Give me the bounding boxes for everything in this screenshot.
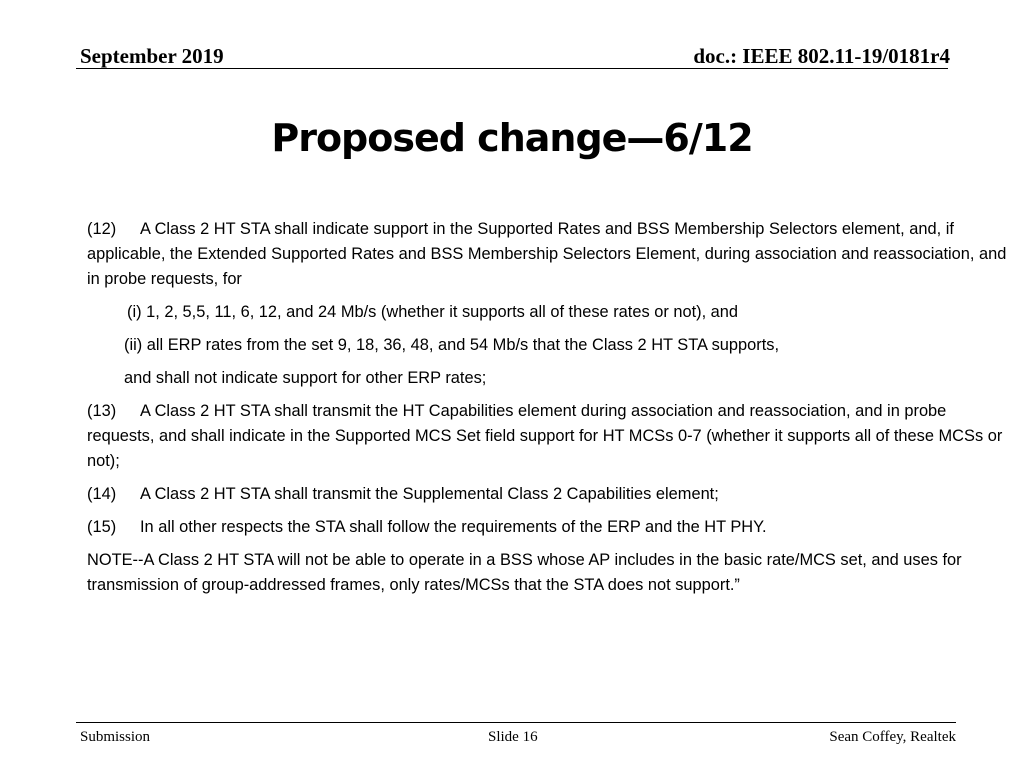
header-doc-id: doc.: IEEE 802.11-19/0181r4 [693, 44, 950, 68]
item-12-sub-tail [87, 366, 1007, 391]
note [87, 548, 1007, 598]
item-12-sub-i [87, 300, 1007, 325]
item-13 [87, 399, 1007, 474]
slide-title: Proposed change—6/12 [271, 116, 753, 160]
item-text: A Class 2 HT STA shall transmit the HT Capabilities element during association and reassociation, and in probe requests, and shall indicate in the Supported MCS Set field support for HT MCSs 0-7 (whether it supports all of these MCSs or not); [87, 402, 1003, 470]
item-12-sub-ii [87, 333, 1007, 358]
item-15 [87, 515, 1007, 540]
item-text: (i) 1, 2, 5,5, 11, 6, 12, and 24 Mb/s (whether it supports all of these rates or not), and [127, 303, 739, 321]
slide-body [87, 217, 1007, 606]
item-number: (15) [87, 518, 117, 536]
item-text: A Class 2 HT STA shall transmit the Supplemental Class 2 Capabilities element; [140, 485, 719, 503]
item-12 [87, 217, 1007, 292]
footer-author: Sean Coffey, Realtek [829, 729, 956, 745]
header-divider [76, 68, 948, 69]
item-text: A Class 2 HT STA shall indicate support in the Supported Rates and BSS Membership Selectors element, and, if applicable, the Extended Supported Rates and BSS Membership Selectors Element, during association and reassociation, and in probe requests, for [87, 220, 1007, 288]
item-number: (13) [87, 402, 117, 420]
footer-submission: Submission [80, 729, 151, 745]
item-text: (ii) all ERP rates from the set 9, 18, 36, 48, and 54 Mb/s that the Class 2 HT STA supports, [124, 336, 780, 354]
item-number: (14) [87, 485, 117, 503]
footer-divider [76, 722, 956, 723]
item-text: and shall not indicate support for other ERP rates; [124, 369, 487, 387]
footer-slide-number: Slide 16 [488, 729, 538, 745]
header-date: September 2019 [80, 44, 224, 68]
note-text: NOTE--A Class 2 HT STA will not be able to operate in a BSS whose AP includes in the basic rate/MCS set, and uses for transmission of group-addressed frames, only rates/MCSs that the STA does not support.” [87, 551, 962, 594]
item-14 [87, 482, 1007, 507]
item-text: In all other respects the STA shall follow the requirements of the ERP and the HT PHY. [140, 518, 767, 536]
item-number: (12) [87, 220, 117, 238]
